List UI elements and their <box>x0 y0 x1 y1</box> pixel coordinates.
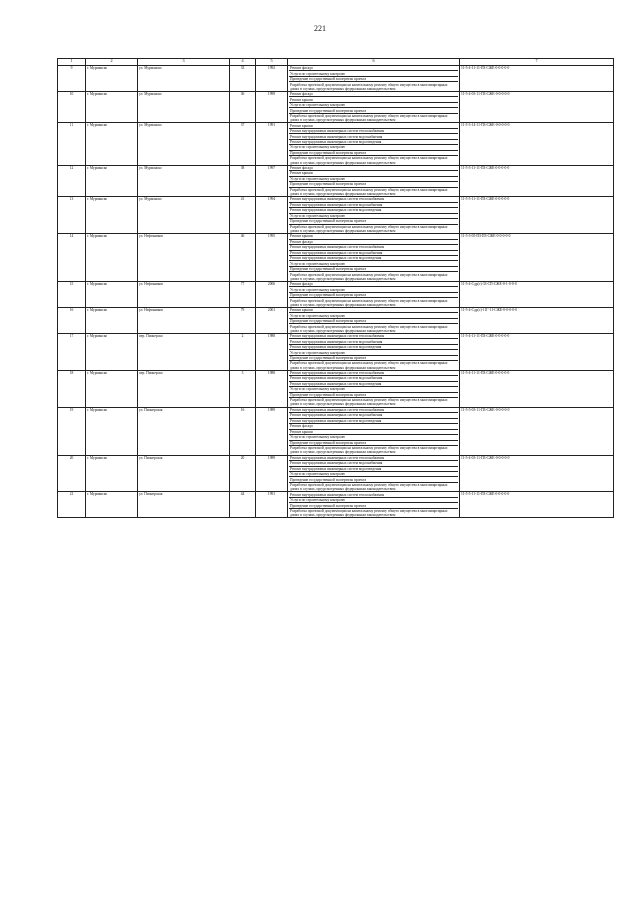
table-row <box>58 407 614 455</box>
works-cell <box>288 307 460 333</box>
build-year-cell: 1988 <box>256 370 288 407</box>
street-cell: ул. Мурманско <box>138 91 230 122</box>
column-header: 6 <box>288 59 460 66</box>
work-item: Ремонт внутридомовых инженерных систем водоотведения <box>289 256 458 261</box>
row-number: 16 <box>58 307 86 333</box>
street-cell: пер. Пионерско <box>138 370 230 407</box>
table-row <box>58 66 614 92</box>
build-year-cell: 1989 <box>256 455 288 492</box>
work-item: Услуги по строительному контролю <box>289 177 458 182</box>
work-code-cell: 11-5-4-11-11-ПЗ-СЖЕ-0-0-0-0-0 <box>460 370 614 407</box>
street-cell: ул. Мурманско <box>138 66 230 92</box>
work-item: Ремонт внутридомовых инженерных систем теплоснабжения <box>289 408 458 413</box>
work-item: Проведение государственной экспертизы проекта <box>289 503 458 508</box>
work-code-cell: 11-5-5-11-11-ПЗ-СЖЕ-0-0-0-0-0 <box>460 492 614 518</box>
work-item: Ремонт крыши <box>289 430 458 435</box>
repair-registry-table <box>57 58 614 518</box>
work-code-cell: 11-5-4-Сдр(с)-11Г-11-СЖЕ-0-0-0-0-0 <box>460 307 614 333</box>
work-item: Ремонт крыши <box>289 171 458 176</box>
work-item: Услуги по строительному контролю <box>289 472 458 477</box>
work-code-cell: 11-5-4-11-11-ПЗ-СЖЕ-0-0-0-0-0 <box>460 333 614 370</box>
work-item: Услуги по строительному контролю <box>289 261 458 266</box>
table-row <box>58 165 614 196</box>
work-item: Проведение государственной экспертизы проекта <box>289 356 458 361</box>
work-item: Разработка проектной документации на капитальному ремонту общего имущества в многоквартирных домах в случаях, предусмотренных федеральным законодательством <box>290 483 448 492</box>
work-code-cell: 11-5-3-14-11-ПЗ-СЖЕ-0-0-0-0-0 <box>460 123 614 165</box>
works-cell <box>288 234 460 282</box>
work-item: Разработка проектной документации на капитальному ремонту общего имущества в многоквартирных домах в случаях, предусмотренных федеральным законодательством <box>290 224 448 233</box>
work-item: Услуги по строительному контролю <box>289 387 458 392</box>
table-row <box>58 91 614 122</box>
work-item: Ремонт внутридомовых инженерных систем водоснабжения <box>289 203 458 208</box>
work-item: Проведение государственной экспертизы проекта <box>289 219 458 224</box>
street-cell: пер. Пионерско <box>138 333 230 370</box>
works-cell <box>288 165 460 196</box>
settlement-cell: г. Мурманско <box>86 123 138 165</box>
house-number-cell: 37 <box>230 123 256 165</box>
street-cell: ул. Пионерская <box>138 455 230 492</box>
settlement-cell: г. Мурманско <box>86 307 138 333</box>
work-item: Услуги по строительному контролю <box>289 350 458 355</box>
row-number: 19 <box>58 407 86 455</box>
works-cell <box>288 91 460 122</box>
row-number: 10 <box>58 91 86 122</box>
work-item: Услуги по строительному контролю <box>289 214 458 219</box>
work-item: Ремонт фасада <box>289 66 458 71</box>
column-header: 2 <box>86 59 138 66</box>
work-item: Ремонт крыши <box>289 234 458 239</box>
work-item: Разработка проектной документации на капитальному ремонту общего имущества в многоквартирных домах в случаях, предусмотренных федеральным законодательством <box>290 114 448 123</box>
build-year-cell: 1995 <box>256 234 288 282</box>
table-row <box>58 492 614 518</box>
row-number: 21 <box>58 492 86 518</box>
work-item: Ремонт крыши <box>289 123 458 128</box>
work-item: Ремонт фасада <box>289 92 458 97</box>
work-item: Разработка проектной документации на капитальному ремонту общего имущества в многоквартирных домах в случаях, предусмотренных федеральным законодательством <box>290 324 448 333</box>
build-year-cell: 1988 <box>256 333 288 370</box>
settlement-cell: г. Мурманско <box>86 492 138 518</box>
house-number-cell: 36 <box>230 91 256 122</box>
house-number-cell: 44 <box>230 492 256 518</box>
street-cell: ул. Мурманско <box>138 165 230 196</box>
works-cell <box>288 66 460 92</box>
column-header: 4 <box>230 59 256 66</box>
work-item: Ремонт внутридомовых инженерных систем теплоснабжения <box>289 492 458 497</box>
work-item: Разработка проектной документации на капитальному ремонту общего имущества в многоквартирных домах в случаях, предусмотренных федеральным законодательством <box>290 272 448 281</box>
work-item: Ремонт внутридомовых инженерных систем теплоснабжения <box>289 129 458 134</box>
work-item: Проведение государственной экспертизы проекта <box>289 108 458 113</box>
build-year-cell: 1991 <box>256 123 288 165</box>
street-cell: ул. Мурманско <box>138 197 230 234</box>
work-item: Проведение государственной экспертизы проекта <box>289 182 458 187</box>
house-number-cell: 46 <box>230 234 256 282</box>
work-item: Ремонт внутридомовых инженерных систем теплоснабжения <box>289 371 458 376</box>
work-code-cell: 11-5-5-11-11-ПЗ-СЖЕ-0-0-0-0-0 <box>460 197 614 234</box>
work-code-cell: 11-5-4-11-11-ПЗ-СЖЕ-0-0-0-0-0 <box>460 66 614 92</box>
settlement-cell: г. Мурманско <box>86 165 138 196</box>
table-row <box>58 281 614 307</box>
work-item: Разработка проектной документации на капитальному ремонту общего имущества в многоквартирных домах в случаях, предусмотренных федеральным законодательством <box>290 82 448 91</box>
row-number: 13 <box>58 197 86 234</box>
row-number: 17 <box>58 333 86 370</box>
work-item: Проведение государственной экспертизы проекта <box>289 441 458 446</box>
house-number-cell: 16 <box>230 407 256 455</box>
row-number: 14 <box>58 234 86 282</box>
work-item: Разработка проектной документации на капитальному ремонту общего имущества в многоквартирных домах в случаях, предусмотренных федеральным законодательством <box>290 398 448 407</box>
column-header: 3 <box>138 59 230 66</box>
work-item: Услуги по строительному контролю <box>289 103 458 108</box>
work-item: Проведение государственной экспертизы проекта <box>289 293 458 298</box>
house-number-cell: 3 <box>230 370 256 407</box>
work-code-cell: 11-5-4-03-11-ПЗ-СЖЕ-0-0-0-0-0 <box>460 91 614 122</box>
street-cell: ул. Мурманско <box>138 123 230 165</box>
row-number: 18 <box>58 370 86 407</box>
work-item: Ремонт внутридомовых инженерных систем водоснабжения <box>289 376 458 381</box>
work-item: Разработка проектной документации на капитальному ремонту общего имущества в многоквартирных домах в случаях, предусмотренных федеральным законодательством <box>290 298 448 307</box>
work-item: Ремонт внутридомовых инженерных систем теплоснабжения <box>289 197 458 202</box>
work-item: Ремонт внутридомовых инженерных систем водоотведения <box>289 208 458 213</box>
work-item: Проведение государственной экспертизы проекта <box>289 267 458 272</box>
table-row <box>58 234 614 282</box>
work-code-cell: 11-5-5-03-11-ПЗ-СЖЕ-0-0-0-0-0 <box>460 407 614 455</box>
build-year-cell: 2001 <box>256 307 288 333</box>
house-number-cell: 77 <box>230 281 256 307</box>
work-item: Разработка проектной документации на капитальному ремонту общего имущества в многоквартирных домах в случаях, предусмотренных федеральным законодательством <box>290 509 448 518</box>
table-row <box>58 123 614 165</box>
work-item: Ремонт внутридомовых инженерных систем водоотведения <box>289 419 458 424</box>
row-number: 12 <box>58 165 86 196</box>
work-item: Разработка проектной документации на капитальному ремонту общего имущества в многоквартирных домах в случаях, предусмотренных федеральным законодательством <box>290 156 448 165</box>
work-code-cell: 11-5-4-Сдр(с)-33-СП-СЖЕ-0-1-0-0-0 <box>460 281 614 307</box>
table-row <box>58 455 614 492</box>
work-item: Проведение государственной экспертизы проекта <box>289 477 458 482</box>
works-cell <box>288 407 460 455</box>
work-item: Проведение государственной экспертизы проекта <box>289 151 458 156</box>
house-number-cell: 79 <box>230 307 256 333</box>
work-item: Услуги по строительному контролю <box>289 498 458 503</box>
works-cell <box>288 455 460 492</box>
work-item: Услуги по строительному контролю <box>289 435 458 440</box>
work-code-cell: 11-5-3-05-ПЗ-ПЗ-СЖЕ-0-0-0-0-0 <box>460 234 614 282</box>
work-item: Ремонт фасада <box>289 424 458 429</box>
row-number: 15 <box>58 281 86 307</box>
column-header: 5 <box>256 59 288 66</box>
house-number-cell: 41 <box>230 197 256 234</box>
build-year-cell: 1992 <box>256 66 288 92</box>
work-item: Проведение государственной экспертизы проекта <box>289 319 458 324</box>
work-code-cell: 11-5-3-11-11-ПЗ-СЖЕ-0-0-0-0-0 <box>460 165 614 196</box>
work-item: Ремонт внутридомовых инженерных систем водоотведения <box>289 140 458 145</box>
work-item: Ремонт крыши <box>289 97 458 102</box>
build-year-cell: 1999 <box>256 91 288 122</box>
work-item: Ремонт внутридомовых инженерных систем теплоснабжения <box>289 245 458 250</box>
settlement-cell: г. Мурманско <box>86 333 138 370</box>
settlement-cell: г. Мурманско <box>86 234 138 282</box>
row-number: 11 <box>58 123 86 165</box>
page-number: 221 <box>314 24 326 33</box>
build-year-cell: 1994 <box>256 197 288 234</box>
work-item: Ремонт внутридомовых инженерных систем водоснабжения <box>289 251 458 256</box>
column-header: 1 <box>58 59 86 66</box>
work-item: Ремонт внутридомовых инженерных систем водоснабжения <box>289 339 458 344</box>
settlement-cell: г. Мурманско <box>86 197 138 234</box>
settlement-cell: г. Мурманско <box>86 91 138 122</box>
work-item: Ремонт фасада <box>289 240 458 245</box>
build-year-cell: 1991 <box>256 492 288 518</box>
work-item: Ремонт внутридомовых инженерных систем теплоснабжения <box>289 334 458 339</box>
work-code-cell: 11-5-4-03-11-ПЗ-СЖЕ-0-0-0-0-0 <box>460 455 614 492</box>
work-item: Услуги по строительному контролю <box>289 287 458 292</box>
build-year-cell: 1989 <box>256 407 288 455</box>
work-item: Услуги по строительному контролю <box>289 71 458 76</box>
work-item: Услуги по строительному контролю <box>289 145 458 150</box>
column-header: 7 <box>460 59 614 66</box>
work-item: Разработка проектной документации на капитальному ремонту общего имущества в многоквартирных домах в случаях, предусмотренных федеральным законодательством <box>290 361 448 370</box>
table-row <box>58 307 614 333</box>
row-number: 9 <box>58 66 86 92</box>
street-cell: ул. Нефтяников <box>138 307 230 333</box>
works-cell <box>288 370 460 407</box>
work-item: Ремонт внутридомовых инженерных систем водоотведения <box>289 345 458 350</box>
work-item: Ремонт фасада <box>289 282 458 287</box>
work-item: Ремонт внутридомовых инженерных систем водоснабжения <box>289 134 458 139</box>
house-number-cell: 2 <box>230 333 256 370</box>
house-number-cell: 20 <box>230 455 256 492</box>
settlement-cell: г. Мурманско <box>86 370 138 407</box>
street-cell: ул. Нефтяников <box>138 234 230 282</box>
works-cell <box>288 281 460 307</box>
work-item: Ремонт внутридомовых инженерных систем водоотведения <box>289 382 458 387</box>
work-item: Ремонт крыши <box>289 308 458 313</box>
street-cell: ул. Пионерская <box>138 407 230 455</box>
work-item: Проведение государственной экспертизы проекта <box>289 77 458 82</box>
works-cell <box>288 333 460 370</box>
column-number-header <box>58 59 614 66</box>
registry-body <box>58 66 614 518</box>
house-number-cell: 38 <box>230 165 256 196</box>
work-item: Ремонт внутридомовых инженерных систем водоснабжения <box>289 461 458 466</box>
street-cell: ул. Нефтяников <box>138 281 230 307</box>
work-item: Услуги по строительному контролю <box>289 313 458 318</box>
row-number: 20 <box>58 455 86 492</box>
work-item: Ремонт внутридомовых инженерных систем водоснабжения <box>289 413 458 418</box>
works-cell <box>288 492 460 518</box>
settlement-cell: г. Мурманско <box>86 66 138 92</box>
work-item: Ремонт внутридомовых инженерных систем теплоснабжения <box>289 456 458 461</box>
work-item: Ремонт внутридомовых инженерных систем водоотведения <box>289 467 458 472</box>
table-row <box>58 197 614 234</box>
work-item: Разработка проектной документации на капитальному ремонту общего имущества в многоквартирных домах в случаях, предусмотренных федеральным законодательством <box>290 446 448 455</box>
table-row <box>58 370 614 407</box>
table-row <box>58 333 614 370</box>
work-item: Ремонт фасада <box>289 166 458 171</box>
settlement-cell: г. Мурманско <box>86 281 138 307</box>
street-cell: ул. Пионерская <box>138 492 230 518</box>
settlement-cell: г. Мурманско <box>86 455 138 492</box>
settlement-cell: г. Мурманско <box>86 407 138 455</box>
house-number-cell: 33 <box>230 66 256 92</box>
build-year-cell: 2006 <box>256 281 288 307</box>
works-cell <box>288 197 460 234</box>
build-year-cell: 1997 <box>256 165 288 196</box>
work-item: Разработка проектной документации на капитальному ремонту общего имущества в многоквартирных домах в случаях, предусмотренных федеральным законодательством <box>290 187 448 196</box>
works-cell <box>288 123 460 165</box>
work-item: Проведение государственной экспертизы проекта <box>289 393 458 398</box>
